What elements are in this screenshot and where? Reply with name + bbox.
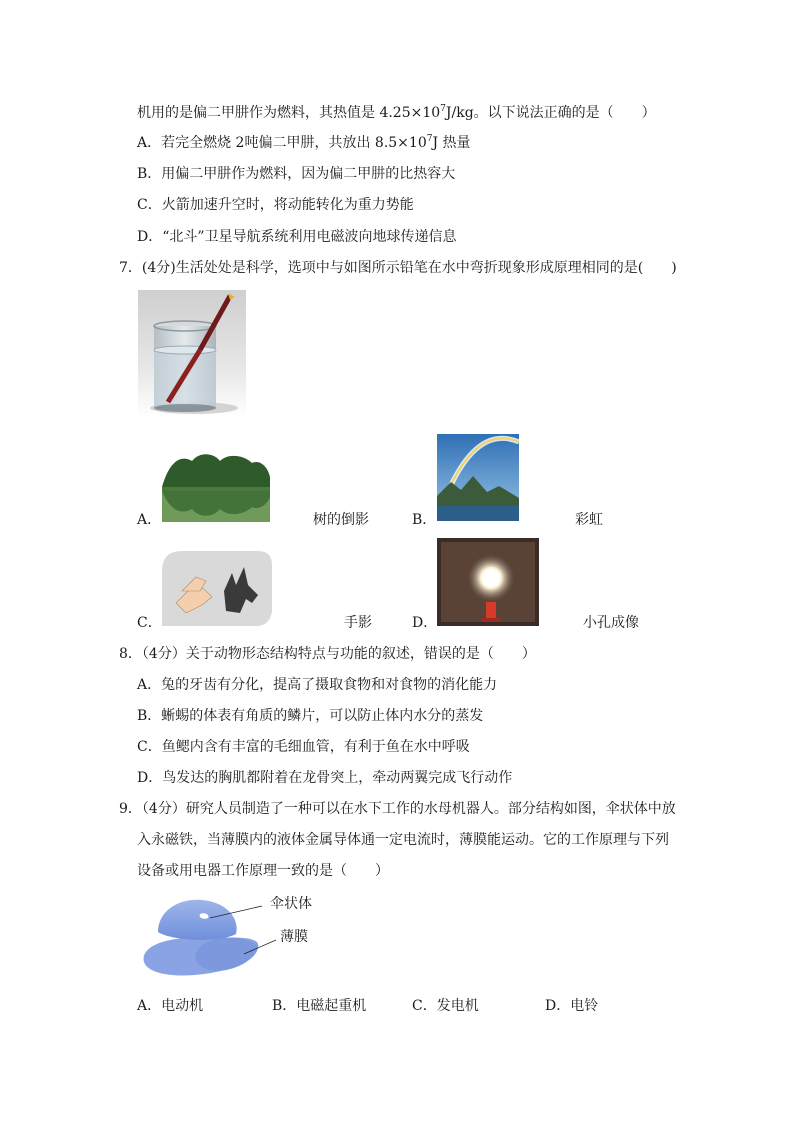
q6-stem-text-b: J/kg。以下说法正确的是（ ） xyxy=(445,105,656,121)
q6-option-a-text-a: A．若完全燃烧 2吨偏二甲肼，共放出 8.5×10 xyxy=(137,135,427,151)
pencil-in-water-image xyxy=(138,290,246,418)
q9-option-c[interactable]: C．发电机 xyxy=(412,998,479,1014)
q9-stem-line-3: 设备或用电器工作原理一致的是（ ） xyxy=(137,863,389,879)
q6-option-a-text-b: J 热量 xyxy=(432,135,471,151)
q7-option-b-caption: 彩虹 xyxy=(575,512,603,528)
q8-option-c[interactable]: C．鱼鳃内含有丰富的毛细血管，有利于鱼在水中呼吸 xyxy=(137,739,470,755)
hand-shadow-image xyxy=(162,551,272,626)
rainbow-image xyxy=(437,434,519,521)
q7-option-a-letter[interactable]: A． xyxy=(137,512,162,528)
q6-option-a-exponent: 7 xyxy=(426,134,433,144)
q9-label-film: 薄膜 xyxy=(280,929,308,945)
q6-option-b[interactable]: B．用偏二甲肼作为燃料，因为偏二甲肼的比热容大 xyxy=(137,166,456,182)
pinhole-image xyxy=(437,538,539,626)
q6-option-c[interactable]: C．火箭加速升空时，将动能转化为重力势能 xyxy=(137,197,414,213)
q8-stem: 8．（4分）关于动物形态结构特点与功能的叙述，错误的是（ ） xyxy=(119,646,536,662)
q7-option-c-caption: 手影 xyxy=(344,615,372,631)
q9-option-a[interactable]: A．电动机 xyxy=(137,998,204,1014)
q7-option-b-letter[interactable]: B． xyxy=(412,512,437,528)
q9-stem-line-1: 9．（4分）研究人员制造了一种可以在水下工作的水母机器人。部分结构如图，伞状体中放 xyxy=(119,801,676,817)
q6-option-a[interactable] xyxy=(137,133,471,153)
q7-option-c-letter[interactable]: C． xyxy=(137,615,162,631)
q9-stem-line-2: 入永磁铁，当薄膜内的液体金属导体通一定电流时，薄膜能运动。它的工作原理与下列 xyxy=(137,832,669,848)
q9-option-d[interactable]: D．电铃 xyxy=(545,998,599,1014)
q8-option-d[interactable]: D．鸟发达的胸肌都附着在龙骨突上，牵动两翼完成飞行动作 xyxy=(137,770,513,786)
q9-option-b[interactable]: B．电磁起重机 xyxy=(272,998,367,1014)
q7-option-a-caption: 树的倒影 xyxy=(313,512,369,528)
q6-stem-exponent: 7 xyxy=(440,104,446,114)
q7-option-d-caption: 小孔成像 xyxy=(583,615,639,631)
q6-stem-text-a: 机用的是偏二甲肼作为燃料，其热值是 4.25×10 xyxy=(137,105,441,121)
q8-option-a[interactable]: A．兔的牙齿有分化，提高了摄取食物和对食物的消化能力 xyxy=(137,677,498,693)
tree-reflection-image xyxy=(162,447,270,522)
q6-option-d[interactable]: D．“北斗”卫星导航系统利用电磁波向地球传递信息 xyxy=(137,229,457,245)
q7-option-d-letter[interactable]: D． xyxy=(412,615,438,631)
q8-option-b[interactable]: B．蜥蜴的体表有角质的鳞片，可以防止体内水分的蒸发 xyxy=(137,708,484,724)
q7-stem: 7．(4分)生活处处是科学，选项中与如图所示铅笔在水中弯折现象形成原理相同的是( ) xyxy=(119,260,677,276)
q9-label-umbrella: 伞状体 xyxy=(270,896,312,912)
q6-stem xyxy=(137,103,656,123)
